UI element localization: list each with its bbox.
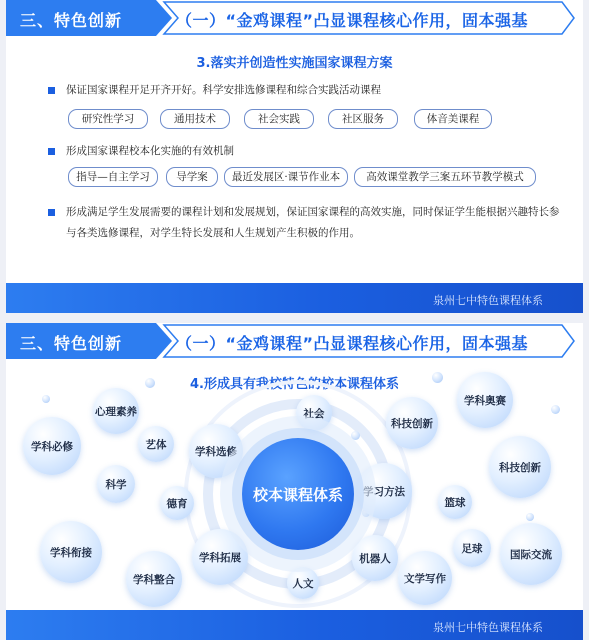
course-bubble: 社会 xyxy=(296,395,332,431)
tag-pill: 社区服务 xyxy=(328,109,398,129)
course-bubble: 学科必修 xyxy=(23,417,81,475)
footer-text: 泉州七中特色课程体系 xyxy=(433,294,543,307)
decor-dot xyxy=(526,513,534,521)
course-bubble: 科技创新 xyxy=(386,397,438,449)
decor-dot xyxy=(42,395,50,403)
tag-pill: 导学案 xyxy=(166,167,218,187)
slide-footer xyxy=(6,283,583,313)
tag-pill: 社会实践 xyxy=(244,109,314,129)
course-bubble: 机器人 xyxy=(352,535,398,581)
section-subtitle: 4.形成具有我校特色的校本课程体系 xyxy=(190,377,399,392)
decor-dot xyxy=(351,431,360,440)
bullet-item: 形成满足学生发展需要的课程计划和发展规划，保证国家课程的高效实施，同时保证学生能根据兴趣特长参与各类选修课程，对学生特长发展和人生规划产生积极的作用。 xyxy=(48,202,566,244)
course-bubble: 篮球 xyxy=(438,485,472,519)
course-bubble: 心理素养 xyxy=(93,388,139,434)
tag-pill: 最近发展区·课节作业本 xyxy=(224,167,348,187)
tag-pill: 指导—自主学习 xyxy=(68,167,158,187)
course-bubble: 学科奥赛 xyxy=(457,372,513,428)
bullet-square-icon xyxy=(48,87,55,94)
slide-footer xyxy=(6,610,583,640)
header-title: （一）“金鸡课程”凸显课程核心作用，固本强基 xyxy=(176,334,529,353)
tag-pill: 研究性学习 xyxy=(68,109,148,129)
course-bubble: 艺体 xyxy=(138,426,174,462)
course-bubble: 科学 xyxy=(97,465,135,503)
section-subtitle: 3.落实并创造性实施国家课程方案 xyxy=(196,56,393,71)
course-bubble: 国际交流 xyxy=(500,523,562,585)
tag-pill: 通用技术 xyxy=(160,109,230,129)
course-bubble: 学科拓展 xyxy=(192,529,248,585)
slide-1 xyxy=(6,0,583,313)
bullet-square-icon xyxy=(48,148,55,155)
course-bubble: 文学写作 xyxy=(398,551,452,605)
tag-pill: 体音美课程 xyxy=(414,109,492,129)
bullet-item: 形成国家课程校本化实施的有效机制 xyxy=(48,141,566,162)
course-bubble: 学习方法 xyxy=(356,463,412,519)
header-title: （一）“金鸡课程”凸显课程核心作用，固本强基 xyxy=(176,11,529,30)
slide-2 xyxy=(6,323,583,640)
course-bubble: 人文 xyxy=(287,567,319,599)
decor-dot xyxy=(551,405,560,414)
core-bubble: 校本课程体系 xyxy=(242,438,354,550)
decor-dot xyxy=(432,372,443,383)
tag-pill: 高效课堂教学三案五环节教学模式 xyxy=(354,167,536,187)
bullet-item: 保证国家课程开足开齐开好。科学安排选修课程和综合实践活动课程 xyxy=(48,80,566,101)
course-bubble: 足球 xyxy=(453,529,491,567)
course-bubble: 德育 xyxy=(160,486,194,520)
course-bubble: 学科选修 xyxy=(189,424,243,478)
course-bubble: 科技创新 xyxy=(489,436,551,498)
course-bubble: 学科整合 xyxy=(126,551,182,607)
section-tag: 三、特色创新 xyxy=(20,11,123,30)
bullet-square-icon xyxy=(48,209,55,216)
section-tag: 三、特色创新 xyxy=(20,334,123,353)
footer-text: 泉州七中特色课程体系 xyxy=(433,621,543,634)
decor-dot xyxy=(145,378,155,388)
slide-header xyxy=(6,0,583,36)
course-bubble: 学科衔接 xyxy=(40,521,102,583)
